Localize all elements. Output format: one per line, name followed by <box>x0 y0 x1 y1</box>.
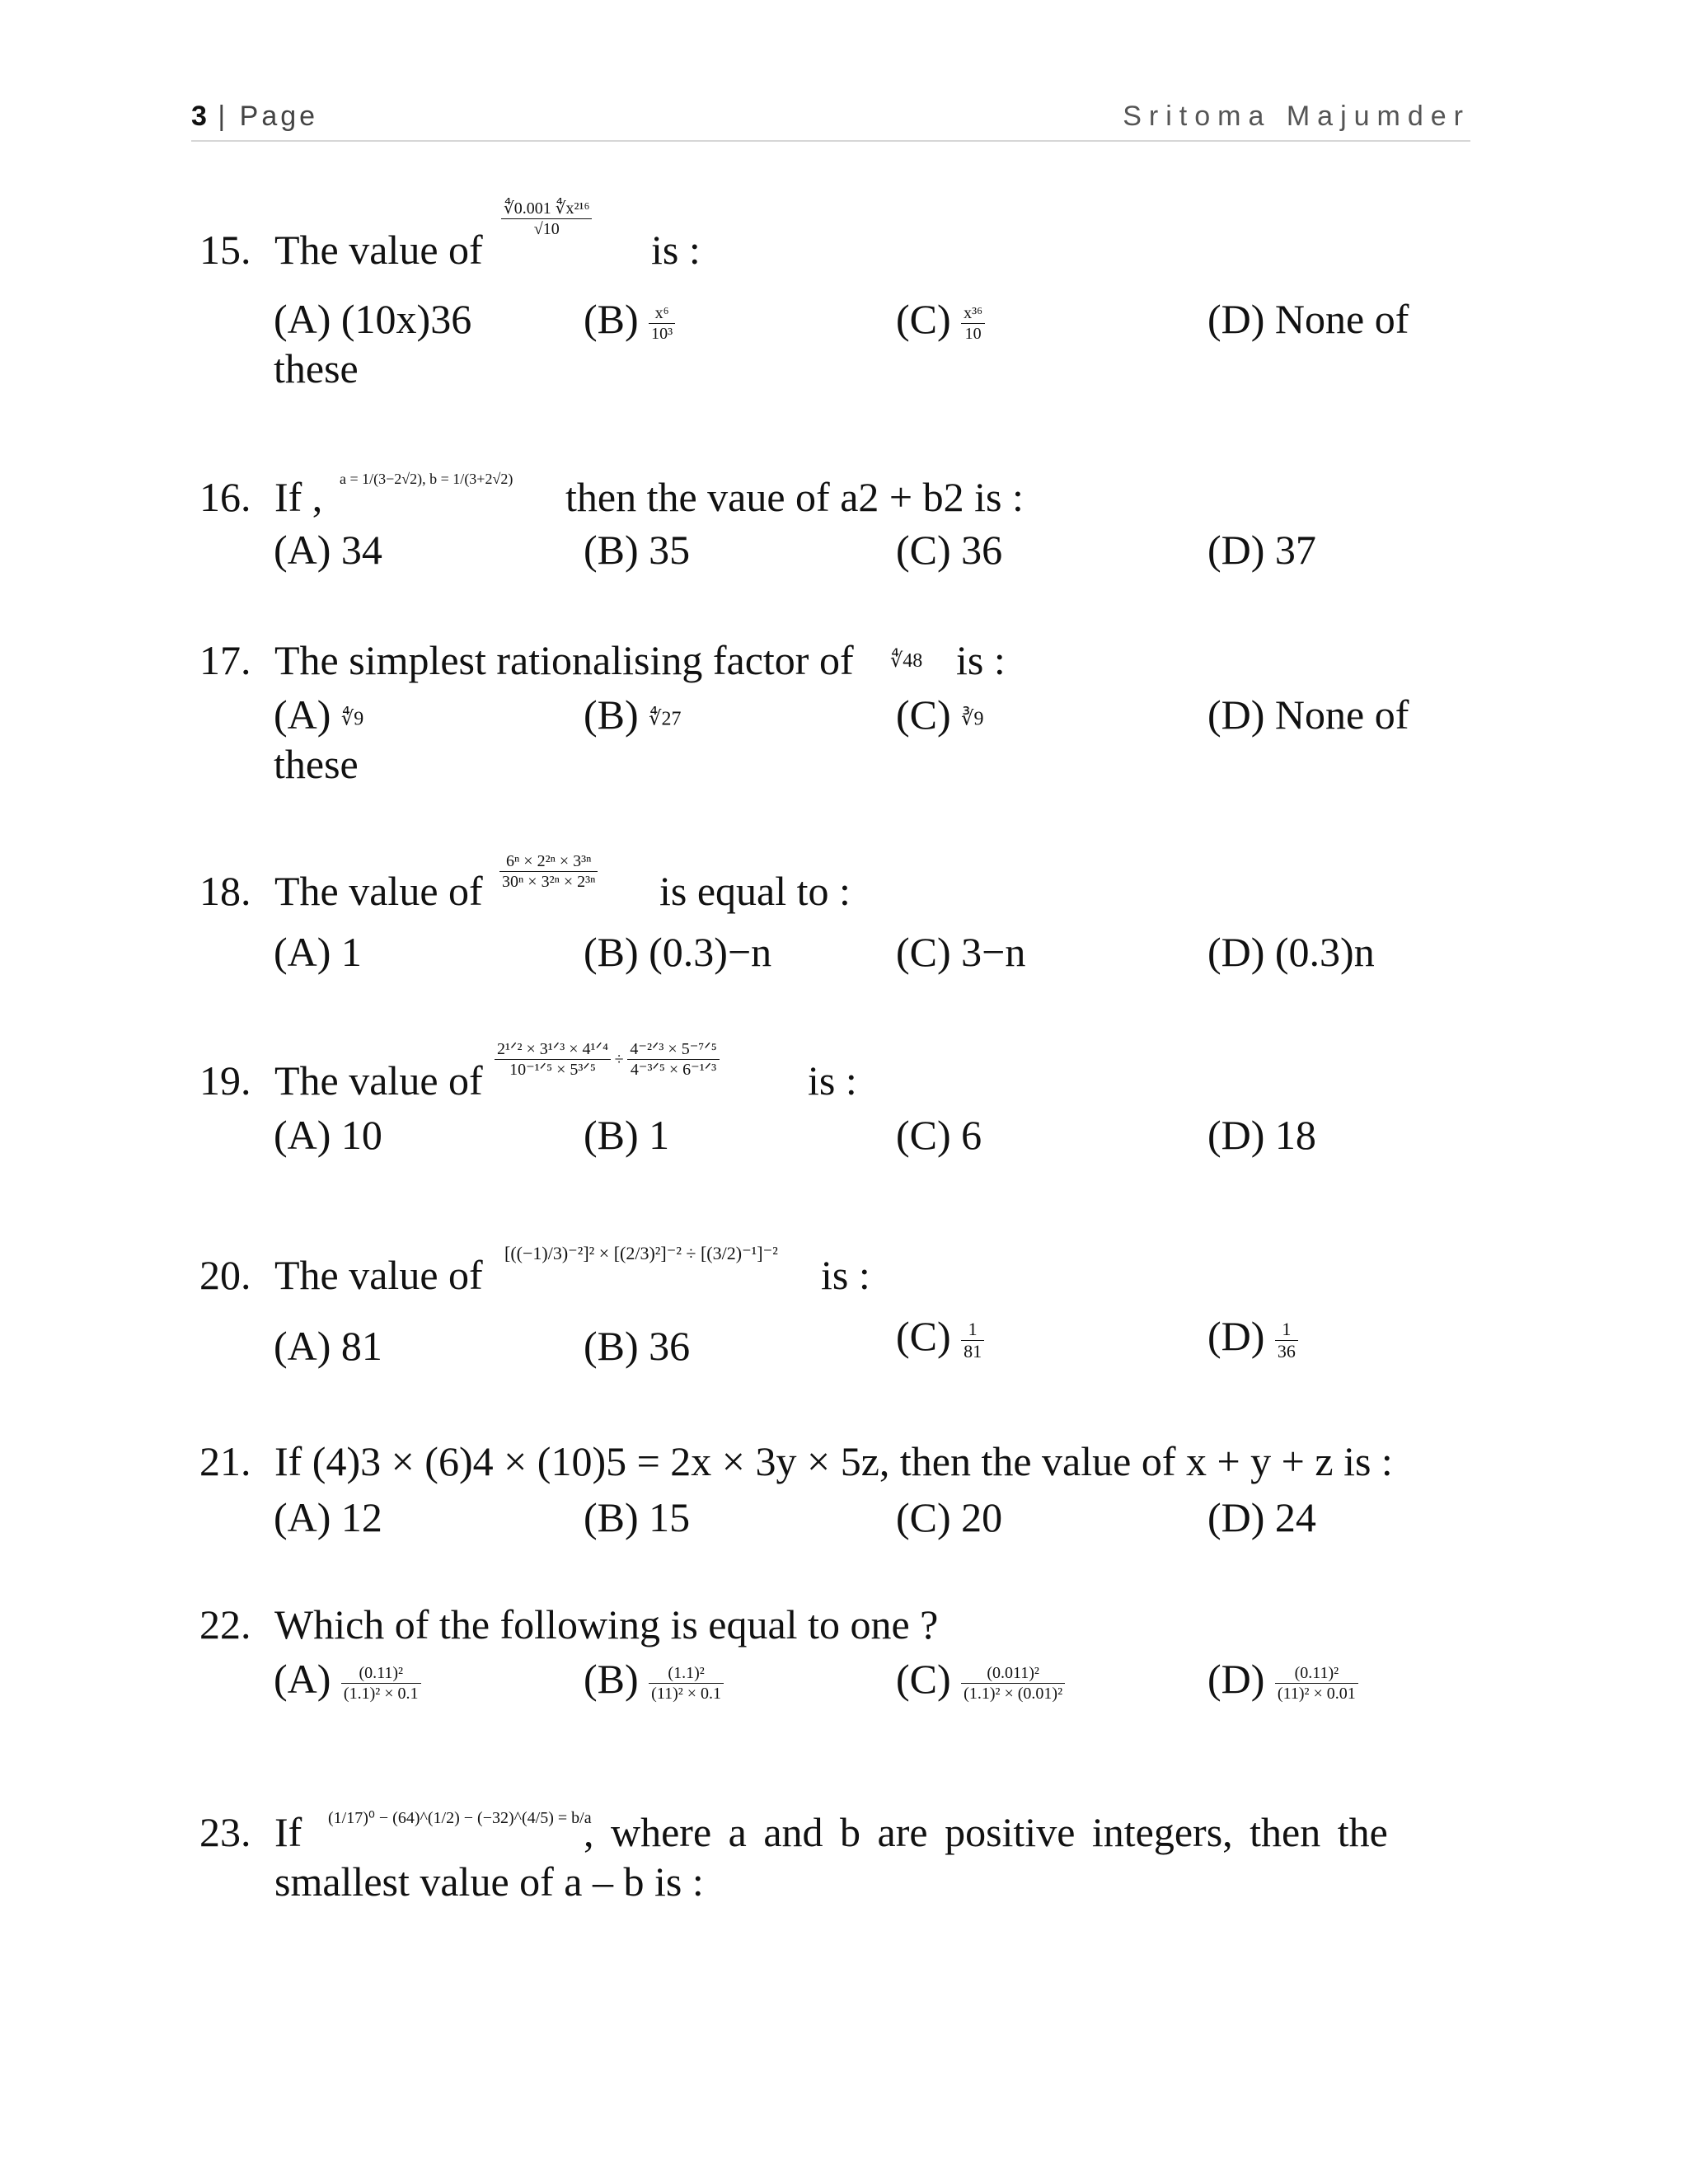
option-d-continued: these <box>274 741 359 787</box>
option-c: (C) $\frac{1}{81}$ <box>896 1315 984 1361</box>
question-number: 15. <box>199 227 251 273</box>
option-c: (C) 20 <box>896 1494 1003 1540</box>
option-a: (A) ∜9 <box>274 691 364 738</box>
question-number: 19. <box>199 1057 251 1104</box>
option-c: (C) 6 <box>896 1112 982 1158</box>
question-number: 17. <box>199 637 251 683</box>
question-number: 16. <box>199 474 251 520</box>
question-tail: then the vaue of a2 + b2 is : <box>565 474 1024 520</box>
question-text-line2: smallest value of a – b is : <box>274 1858 704 1905</box>
question-text: The value of <box>274 227 483 273</box>
option-d: (D) (0.3)n <box>1207 929 1375 975</box>
option-c: (C) $\frac{\text{(0.011)²}}{\text{(1.1)² × (0.01)²}}$ <box>896 1658 1065 1703</box>
author-name: Sritoma Majumder <box>1123 101 1470 132</box>
question-text: The value of <box>274 1057 483 1104</box>
option-b: (B) (0.3)−n <box>584 929 772 975</box>
option-b: (B) 35 <box>584 527 691 573</box>
question-expression: $\frac{\text{∜0.001 ∜x²¹⁶}}{√10}$ <box>501 199 592 238</box>
question-tail: , where a and b are positive integers, then the <box>584 1809 1388 1855</box>
option-b: (B) $\frac{\text{(1.1)²}}{\text{(11)² × 0.1}}$ <box>584 1658 724 1703</box>
option-a: (A) $\frac{\text{(0.11)²}}{\text{(1.1)² × 0.1}}$ <box>274 1658 421 1703</box>
page-label: Page <box>239 101 319 132</box>
question-text: If (4)3 × (6)4 × (10)5 = 2x × 3y × 5z, then the value of x + y + z is : <box>274 1438 1393 1484</box>
option-b: (B) $\frac{\text{x⁶}}{\text{10³}}$ <box>584 298 675 343</box>
option-a: (A) 12 <box>274 1494 382 1540</box>
page-header <box>191 97 1470 142</box>
question-expression: $\frac{\text{6ⁿ × 2²ⁿ × 3³ⁿ}}{\text{30ⁿ × 3²ⁿ × 2³ⁿ}}$ <box>499 852 598 891</box>
question-number: 21. <box>199 1438 251 1484</box>
option-a: (A) 10 <box>274 1112 382 1158</box>
option-a: (A) 81 <box>274 1323 382 1369</box>
option-d: (D) 37 <box>1207 527 1316 573</box>
page-number: 3 <box>191 101 207 132</box>
option-d: (D) $\frac{\text{(0.11)²}}{\text{(11)² × 0.01}}$ <box>1207 1658 1358 1703</box>
page-number-label: 3 | Page <box>191 101 319 132</box>
question-tail: is : <box>956 637 1006 683</box>
question-number: 22. <box>199 1601 251 1647</box>
option-d: (D) 18 <box>1207 1112 1316 1158</box>
question-tail: is : <box>651 227 701 273</box>
option-b: (B) 36 <box>584 1323 691 1369</box>
question-expression: [((−1)/3)⁻²]² × [(2/3)²]⁻² ÷ [(3/2)⁻¹]⁻² <box>504 1243 778 1263</box>
option-d: (D) $\frac{1}{36}$ <box>1207 1315 1298 1361</box>
option-a: (A) (10x)36 <box>274 296 472 342</box>
option-a: (A) 34 <box>274 527 382 573</box>
question-tail: is : <box>808 1057 857 1104</box>
question-expression: (1/17)⁰ − (64)^(1/2) − (−32)^(4/5) = b/a <box>328 1809 592 1827</box>
question-expression: ∜48 <box>890 650 923 672</box>
option-d: (D) None of <box>1207 296 1409 342</box>
option-d-continued: these <box>274 345 359 391</box>
option-c: (C) 36 <box>896 527 1003 573</box>
question-tail: is equal to : <box>659 868 851 914</box>
question-tail: is : <box>821 1252 870 1298</box>
question-text: The value of <box>274 868 483 914</box>
option-a: (A) 1 <box>274 929 362 975</box>
question-number: 20. <box>199 1252 251 1298</box>
option-c: (C) ∛9 <box>896 691 984 738</box>
question-text: If , <box>274 474 323 520</box>
question-expression: $\frac{\text{2¹ᐟ² × 3¹ᐟ³ × 4¹ᐟ⁴}}{\text{10⁻¹ᐟ⁵ × 5³ᐟ⁵}}$ ÷ $\frac{\text{4⁻²ᐟ³ × 5⁻⁷ᐟ⁵}}{\text{4⁻³ᐟ⁵ × 6⁻¹ᐟ³}}$ <box>495 1040 720 1079</box>
question-text: The simplest rationalising factor of <box>274 637 854 683</box>
option-b: (B) 15 <box>584 1494 691 1540</box>
question-number: 18. <box>199 868 251 914</box>
question-text: If <box>274 1809 302 1855</box>
option-d: (D) 24 <box>1207 1494 1316 1540</box>
question-number: 23. <box>199 1809 251 1855</box>
option-c: (C) $\frac{\text{x³⁶}}{10}$ <box>896 298 985 343</box>
question-text: The value of <box>274 1252 483 1298</box>
option-d: (D) None of <box>1207 691 1409 738</box>
question-expression: a = 1/(3−2√2), b = 1/(3+2√2) <box>340 471 513 487</box>
option-b: (B) 1 <box>584 1112 670 1158</box>
option-b: (B) ∜27 <box>584 691 682 738</box>
option-c: (C) 3−n <box>896 929 1026 975</box>
question-text: Which of the following is equal to one ? <box>274 1601 939 1647</box>
